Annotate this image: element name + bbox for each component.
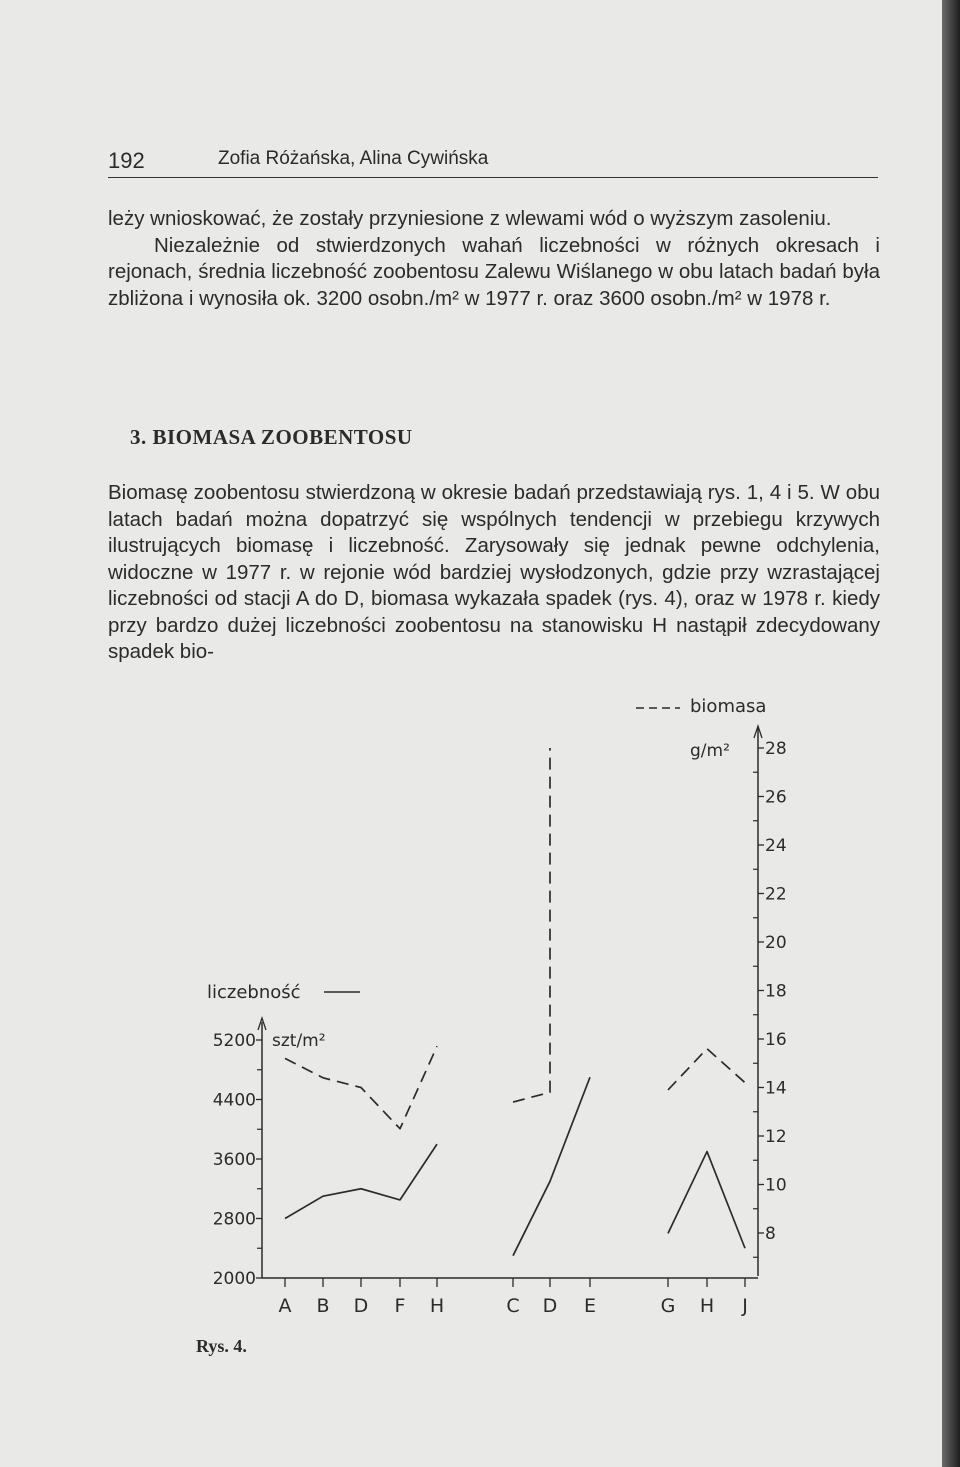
series-lines xyxy=(285,748,745,1256)
right-tick-label: 22 xyxy=(765,884,787,905)
right-axis xyxy=(753,726,787,1276)
right-tick-label: 14 xyxy=(765,1078,787,1099)
paragraph-continued: leży wnioskować, że zostały przyniesione z wlewami wód o wyższym zasoleniu. xyxy=(108,207,832,230)
left-tick-label: 4400 xyxy=(212,1090,256,1111)
page-number: 192 xyxy=(108,148,145,173)
unit-left: szt/m² xyxy=(272,1031,326,1051)
x-tick-label: G xyxy=(660,1295,676,1317)
right-tick-label: 8 xyxy=(765,1224,776,1244)
running-header-authors: Zofia Różańska, Alina Cywińska xyxy=(218,148,489,169)
x-tick-label: H xyxy=(429,1295,445,1317)
series-biomasa-line xyxy=(285,1046,437,1128)
section-heading: 3. BIOMASA ZOOBENTOSU xyxy=(130,425,413,449)
right-tick-label: 26 xyxy=(765,787,787,808)
legend-liczebnosc: liczebność xyxy=(207,982,301,1003)
x-tick-label: D xyxy=(353,1295,369,1317)
x-tick-label: E xyxy=(583,1295,597,1317)
figure-caption: Rys. 4. xyxy=(196,1336,247,1356)
x-tick-label: C xyxy=(506,1295,520,1317)
left-tick-label: 2800 xyxy=(212,1209,256,1230)
right-tick-label: 12 xyxy=(765,1127,787,1147)
right-tick-label: 24 xyxy=(765,836,787,856)
page-edge xyxy=(942,0,960,1467)
right-tick-label: 20 xyxy=(765,933,787,953)
paragraph-biomass: Biomasę zoobentosu stwierdzoną w okresie badań przedstawiają rys. 1, 4 i 5. W obu latach badań można dopatrzyć się wspólnych tendencji w przebiegu krzywych ilustrujących biomasę i liczebność. Zarysowały się jednak pewne odchylenia, widoczne w 1977 r. w rejonie wód bardziej wysłodzonych, gdzie przy wzrastającej liczebności od stacji A do D, biomasa wykazała spadek (rys. 4), oraz w 1978 r. kiedy przy bardzo dużej liczebności zoobentosu na stanowisku H nastąpił zdecydowany spadek bio- xyxy=(108,481,880,663)
left-tick-label: 5200 xyxy=(212,1031,256,1051)
series-liczebnosc-line xyxy=(668,1152,745,1249)
left-axis xyxy=(213,1018,266,1289)
x-tick-label: D xyxy=(542,1295,558,1317)
x-tick-label: J xyxy=(742,1295,748,1317)
x-tick-label: B xyxy=(316,1295,330,1317)
series-liczebnosc-line xyxy=(513,1077,590,1256)
series-biomasa-line xyxy=(668,1049,745,1090)
x-axis xyxy=(262,1278,758,1317)
right-tick-label: 16 xyxy=(765,1030,787,1050)
left-tick-label: 3600 xyxy=(212,1150,256,1170)
right-tick-label: 10 xyxy=(765,1175,787,1196)
chart-labels xyxy=(207,696,766,1051)
x-tick-label: F xyxy=(394,1295,406,1317)
right-tick-label: 28 xyxy=(765,739,787,759)
left-tick-label: 2000 xyxy=(212,1269,256,1289)
legend-biomasa: biomasa xyxy=(690,696,767,717)
series-liczebnosc-line xyxy=(285,1144,437,1218)
paragraph-density: Niezależnie od stwierdzonych wahań liczebności w różnych okresach i rejonach, średnia liczebność zoobentosu Zalewu Wiślanego w obu latach badań była zbliżona i wynosiła ok. 3200 osobn./m² w 1977 r. oraz 3600 osobn./m² w 1978 r. xyxy=(108,233,880,310)
right-tick-label: 18 xyxy=(765,981,787,1002)
series-biomasa-line xyxy=(513,748,550,1102)
x-tick-label: A xyxy=(278,1295,292,1317)
x-tick-label: H xyxy=(699,1295,715,1317)
unit-right: g/m² xyxy=(690,741,730,761)
